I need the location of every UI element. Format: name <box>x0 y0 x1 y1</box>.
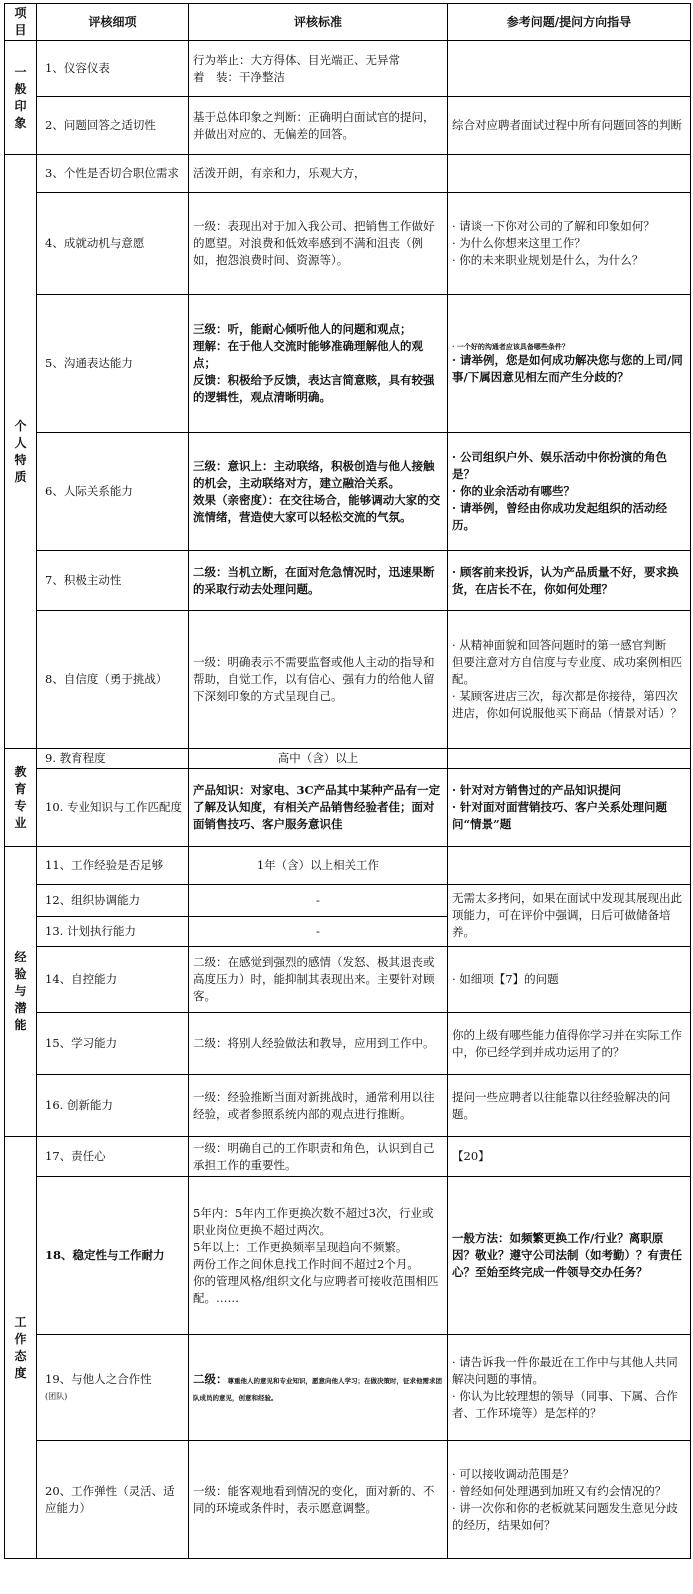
item-cell: 1、仪容仪表 <box>37 41 189 97</box>
item-cell: 6、人际关系能力 <box>37 433 189 551</box>
item-cell: 20、工作弹性（灵活、适应能力） <box>37 1441 189 1559</box>
table-row <box>5 155 691 193</box>
reference-cell: 【20】 <box>448 1137 691 1177</box>
evaluation-table <box>4 3 691 1559</box>
table-row <box>5 1137 691 1177</box>
item-cell: 8、自信度（勇于挑战） <box>37 611 189 749</box>
standard-cell: 5年内：5年内工作更换次数不超过3次，行业或职业岗位更换不超过两次。 5年以上：工作更换频率呈现趋向不频繁。 两份工作之间休息找工作时间不超过2个月。 你的管理风格/组织文化与应聘者可接收范围相匹配。…… <box>189 1177 448 1335</box>
header-standard: 评核标准 <box>189 4 448 41</box>
table-row <box>5 433 691 551</box>
standard-cell: 二级：当机立断，在面对危急情况时，迅速果断的采取行动去处理问题。 <box>189 551 448 611</box>
reference-cell: 综合对应聘者面试过程中所有问题回答的判断 <box>448 97 691 155</box>
table-row <box>5 41 691 97</box>
item-cell: 15、学习能力 <box>37 1013 189 1075</box>
item-cell: 2、问题回答之适切性 <box>37 97 189 155</box>
table-row <box>5 611 691 749</box>
category-experience: 经 验 与 潜 能 <box>5 847 37 1137</box>
category-work-attitude: 工 作 态 度 <box>5 1137 37 1559</box>
standard-cell: 二级：尊重他人的意见和专业知识，愿意向他人学习；在做决策时，征求他需求团队成员的意见，创意和经验。 <box>189 1335 448 1441</box>
item-cell: 17、责任心 <box>37 1137 189 1177</box>
item-cell: 14、自控能力 <box>37 947 189 1013</box>
item-cell: 11、工作经验是否足够 <box>37 847 189 885</box>
item-cell: 9. 教育程度 <box>37 749 189 769</box>
standard-cell: - <box>189 917 448 947</box>
table-row <box>5 551 691 611</box>
table-row <box>5 193 691 295</box>
reference-cell <box>448 155 691 193</box>
item-cell: 16. 创新能力 <box>37 1075 189 1137</box>
item-cell: 12、组织协调能力 <box>37 885 189 917</box>
standard-cell: 活泼开朗，有亲和力，乐观大方， <box>189 155 448 193</box>
category-first-impression: 一 般 印 象 <box>5 41 37 155</box>
item-cell: 5、沟通表达能力 <box>37 295 189 433</box>
reference-cell: · 顾客前来投诉，认为产品质量不好，要求换货，在店长不在，你如何处理？ <box>448 551 691 611</box>
table-row <box>5 1177 691 1335</box>
reference-cell: 你的上级有哪些能力值得你学习并在实际工作中，你已经学到并成功运用了的？ <box>448 1013 691 1075</box>
standard-cell: - <box>189 885 448 917</box>
table-row <box>5 947 691 1013</box>
standard-cell: 三级：听，能耐心倾听他人的问题和观点； 理解：在于他人交流时能够准确理解他人的观点； 反馈：积极给予反馈，表达言简意赅，具有较强的逻辑性，观点清晰明确。 <box>189 295 448 433</box>
table-row <box>5 1013 691 1075</box>
table-row <box>5 97 691 155</box>
item-cell: 4、成就动机与意愿 <box>37 193 189 295</box>
table-row <box>5 1441 691 1559</box>
category-personal-traits: 个 人 特 质 <box>5 155 37 749</box>
reference-cell: 提问一些应聘者以往能靠以往经验解决的问题。 <box>448 1075 691 1137</box>
header-category: 项目 <box>5 4 37 41</box>
standard-cell: 行为举止：大方得体、目光端正、无异常 着 装：干净整洁 <box>189 41 448 97</box>
category-education: 教 育 专 业 <box>5 749 37 847</box>
evaluation-sheet <box>4 3 690 1559</box>
standard-cell: 三级：意识上：主动联络，积极创造与他人接触的机会，主动联络对方，建立融洽关系。 效果（亲密度）：在交往场合，能够调动大家的交流情绪，营造使大家可以轻松交流的气氛。 <box>189 433 448 551</box>
reference-cell: · 一个好的沟通者应该具备哪些条件？ · 请举例，您是如何成功解决您与您的上司/同事/下属因意见相左而产生分歧的？ <box>448 295 691 433</box>
reference-cell <box>448 847 691 885</box>
table-row <box>5 847 691 885</box>
item-cell: 13. 计划执行能力 <box>37 917 189 947</box>
standard-cell: 一级：经验推断当面对新挑战时，通常利用以往经验，或者参照系统内部的观点进行推断。 <box>189 1075 448 1137</box>
reference-cell: · 请告诉我一件你最近在工作中与其他人共同解决问题的事情。 · 你认为比较理想的领导（同事、下属、合作者、工作环境等）是怎样的？ <box>448 1335 691 1441</box>
standard-cell: 高中（含）以上 <box>189 749 448 769</box>
table-row <box>5 295 691 433</box>
reference-cell: 无需太多拷问，如果在面试中发现其展现出此项能力，可在评价中强调，日后可做储备培养。 <box>448 885 691 947</box>
item-cell: 7、积极主动性 <box>37 551 189 611</box>
reference-cell: · 如细项【7】的问题 <box>448 947 691 1013</box>
reference-cell: · 针对对方销售过的产品知识提问 · 针对面对面营销技巧、客户关系处理问题问“情景”题 <box>448 769 691 847</box>
table-row <box>5 749 691 769</box>
standard-cell: 二级：在感觉到强烈的感情（发怒、极其退丧或高度压力）时，能抑制其表现出来。主要针对顾客。 <box>189 947 448 1013</box>
header-reference: 参考问题/提问方向指导 <box>448 4 691 41</box>
standard-cell: 二级：将别人经验做法和教导，应用到工作中。 <box>189 1013 448 1075</box>
header-item: 评核细项 <box>37 4 189 41</box>
standard-cell: 产品知识：对家电、3C产品其中某种产品有一定了解及认知度，有相关产品销售经验者佳；面对面销售技巧、客户服务意识佳 <box>189 769 448 847</box>
reference-cell <box>448 41 691 97</box>
reference-cell: · 可以接收调动范围是？ · 曾经如何处理遇到加班又有约会情况的？ · 讲一次你和你的老板就某问题发生意见分歧的经历，结果如何？ <box>448 1441 691 1559</box>
reference-cell: · 请谈一下你对公司的了解和印象如何？ · 为什么你想来这里工作？ · 你的未来职业规划是什么，为什么？ <box>448 193 691 295</box>
table-header-row <box>5 4 691 41</box>
reference-cell: · 从精神面貌和回答问题时的第一感官判断 但要注意对方自信度与专业度、成功案例相匹配。 · 某顾客进店三次，每次都是你接待，第四次进店，你如何说服他买下商品（情景对话）？ <box>448 611 691 749</box>
reference-cell: · 公司组织户外、娱乐活动中你扮演的角色是？ · 你的业余活动有哪些？ · 请举例，曾经由你成功发起组织的活动经历。 <box>448 433 691 551</box>
table-row <box>5 1075 691 1137</box>
standard-cell: 一级：明确表示不需要监督或他人主动的指导和帮助，自觉工作，以有信心、强有力的给他人留下深刻印象的方式呈现自己。 <box>189 611 448 749</box>
standard-cell: 1年（含）以上相关工作 <box>189 847 448 885</box>
item-cell: 3、个性是否切合职位需求 <box>37 155 189 193</box>
item-cell: 18、稳定性与工作耐力 <box>37 1177 189 1335</box>
reference-cell: 一般方法：如频繁更换工作/行业？离职原因？敬业？遵守公司法制（如考勤）？有责任心？至始至终完成一件领导交办任务？ <box>448 1177 691 1335</box>
standard-cell: 一级：表现出对于加入我公司、把销售工作做好的愿望。对浪费和低效率感到不满和沮丧（例如，抱怨浪费时间、资源等）。 <box>189 193 448 295</box>
standard-cell: 基于总体印象之判断：正确明白面试官的提问，并做出对应的、无偏差的回答。 <box>189 97 448 155</box>
reference-cell <box>448 749 691 769</box>
item-cell: 10. 专业知识与工作匹配度 <box>37 769 189 847</box>
standard-cell: 一级：明确自己的工作职责和角色，认识到自己承担工作的重要性。 <box>189 1137 448 1177</box>
table-row <box>5 769 691 847</box>
table-row <box>5 1335 691 1441</box>
item-cell: 19、与他人之合作性 (团队) <box>37 1335 189 1441</box>
table-row <box>5 885 691 917</box>
standard-cell: 一级：能客观地看到情况的变化，面对新的、不同的环境或条件时，表示愿意调整。 <box>189 1441 448 1559</box>
